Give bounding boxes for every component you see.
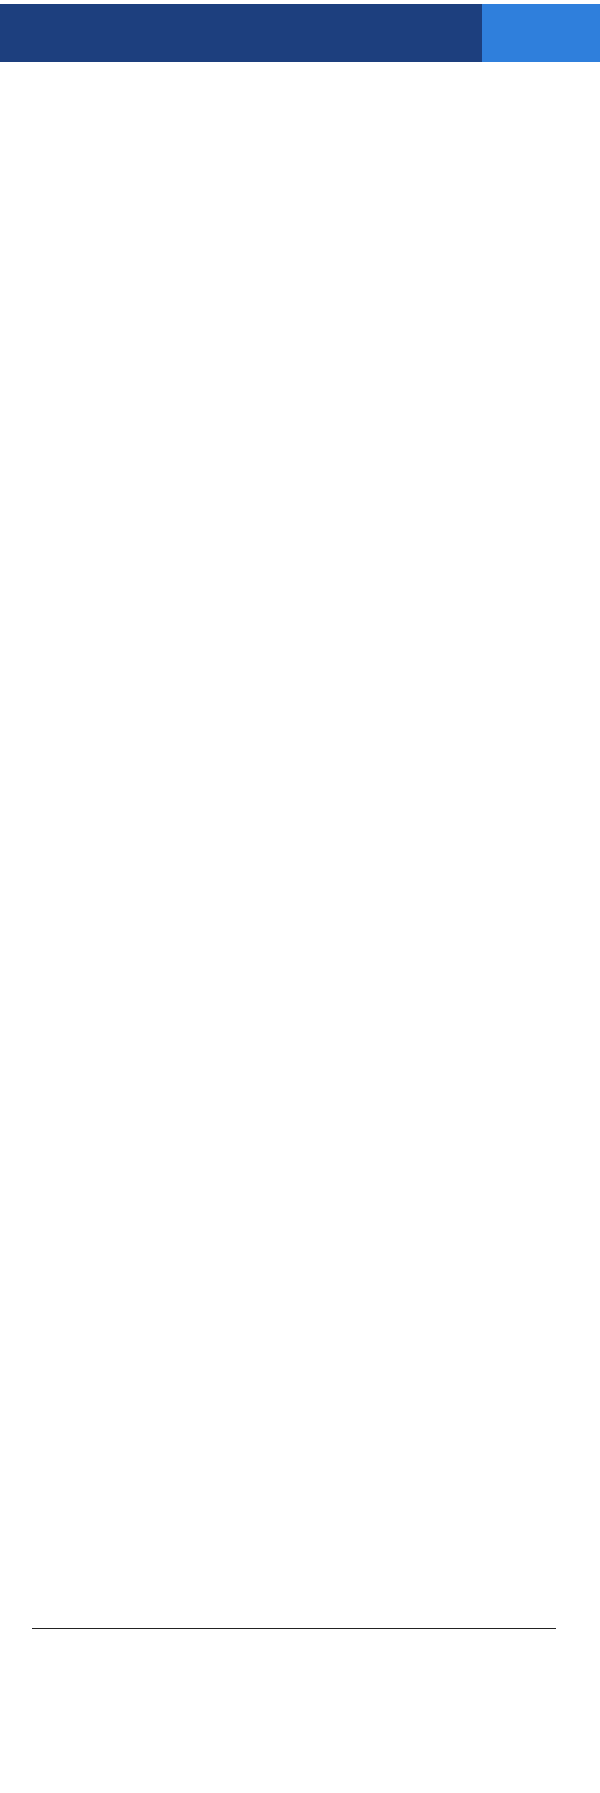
cbc-report <box>30 142 566 514</box>
section-header <box>0 4 600 62</box>
urinalysis-table <box>32 1010 556 1580</box>
chemistry-report <box>30 712 566 892</box>
divider <box>32 1628 556 1629</box>
header-accent-bar <box>482 4 600 62</box>
